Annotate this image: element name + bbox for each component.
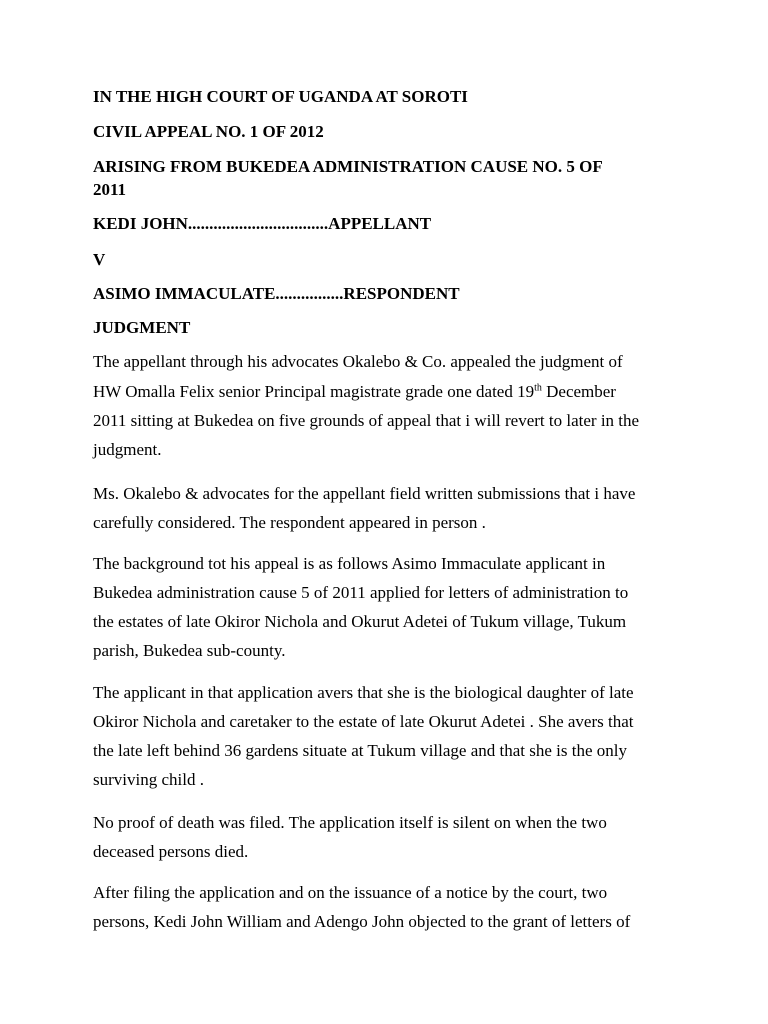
paragraph-line: Ms. Okalebo & advocates for the appellant field written submissions that i have [93, 484, 636, 503]
appellant-line: KEDI JOHN.................................APPELLANT [93, 214, 432, 233]
paragraph-text: HW Omalla Felix senior Principal magistrate grade one dated 19 [93, 382, 535, 401]
arising-line-2: 2011 [93, 180, 127, 199]
court-title: IN THE HIGH COURT OF UGANDA AT SOROTI [93, 87, 468, 106]
paragraph-line: parish, Bukedea sub-county. [93, 641, 286, 660]
paragraph-line: the estates of late Okiror Nichola and Okurut Adetei of Tukum village, Tukum [93, 612, 627, 631]
respondent-line: ASIMO IMMACULATE................RESPONDENT [93, 284, 460, 303]
versus-line: V [93, 250, 106, 269]
paragraph-line: After filing the application and on the issuance of a notice by the court, two [93, 883, 608, 902]
paragraph-line: 2011 sitting at Bukedea on five grounds of appeal that i will revert to later in the [93, 411, 640, 430]
paragraph-line: The background tot his appeal is as follows Asimo Immaculate applicant in [93, 554, 606, 573]
arising-line-1: ARISING FROM BUKEDEA ADMINISTRATION CAUSE NO. 5 OF [93, 157, 603, 176]
paragraph-line: The applicant in that application avers that she is the biological daughter of late [93, 683, 634, 702]
paragraph-text: December [541, 382, 616, 401]
paragraph-line: The appellant through his advocates Okalebo & Co. appealed the judgment of [93, 352, 623, 371]
paragraph-line: persons, Kedi John William and Adengo John objected to the grant of letters of [93, 912, 631, 931]
appeal-number: CIVIL APPEAL NO. 1 OF 2012 [93, 122, 324, 141]
paragraph-line: the late left behind 36 gardens situate at Tukum village and that she is the only [93, 741, 627, 760]
paragraph-line [93, 382, 616, 402]
ordinal-suffix: th [534, 382, 542, 394]
paragraph-line: Okiror Nichola and caretaker to the estate of late Okurut Adetei . She avers that [93, 712, 634, 731]
paragraph-line: judgment. [93, 440, 162, 459]
paragraph-line: surviving child . [93, 770, 204, 789]
paragraph-line: No proof of death was filed. The application itself is silent on when the two [93, 813, 607, 832]
paragraph-line: deceased persons died. [93, 842, 249, 861]
paragraph-line: carefully considered. The respondent appeared in person . [93, 513, 486, 532]
judgment-heading: JUDGMENT [93, 318, 191, 337]
paragraph-line: Bukedea administration cause 5 of 2011 applied for letters of administration to [93, 583, 629, 602]
